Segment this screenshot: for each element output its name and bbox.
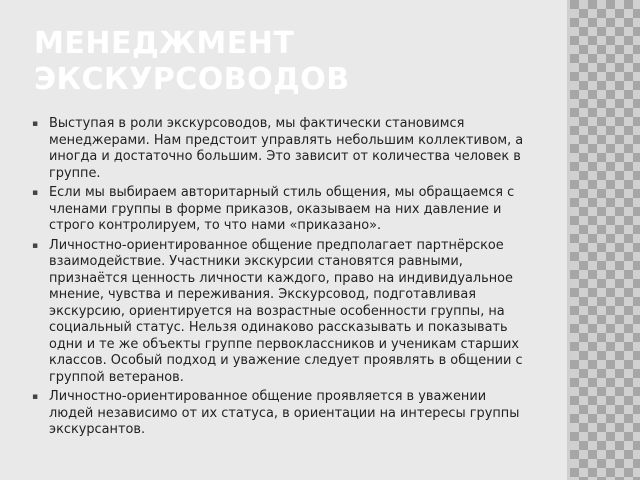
bullet-icon: ▪ (32, 188, 39, 198)
decorative-pattern-panel (570, 0, 640, 480)
bullet-icon: ▪ (32, 240, 39, 251)
bullet-icon: ▪ (32, 392, 39, 402)
list-item (32, 389, 532, 439)
bullet-text: Личностно-ориентированное общение предполагает партнёрское взаимодействие. Участники экскурсии становятся равными, признаётся ценность личности каждого, право на индивидуальное мнение, чувства и переживания. Экскурсовод, подготавливая экскурсию, ориентируется на возрастные особенности группы, на социальный статус. Нельзя одинаково рассказывать и показывать одни и те же объекты группе первоклассников и ученикам старших классов. Особый подход и уважение следует проявлять в общении с группой ветеранов. (49, 237, 523, 385)
bullet-list (32, 116, 532, 442)
bullet-text: Выступая в роли экскурсоводов, мы фактически становимся менеджерами. Нам предстоит управлять небольшим коллективом, а иногда и достаточно большим. Это зависит от количества человек в группе. (49, 116, 524, 181)
slide-title: МЕНЕДЖМЕНТ ЭКСКУРСОВОДОВ (34, 26, 350, 97)
bullet-text: Личностно-ориентированное общение проявляется в уважении людей независимо от их статуса, в ориентации на интересы группы экскурсантов. (49, 389, 520, 437)
bullet-text: Если мы выбираем авторитарный стиль общения, мы обращаемся с членами группы в форме приказов, оказываем на них давление и строго контролируем, то что нами «приказано». (49, 185, 515, 233)
list-item (32, 238, 532, 387)
list-item (32, 185, 532, 235)
bullet-icon: ▪ (32, 119, 39, 129)
list-item (32, 116, 532, 182)
